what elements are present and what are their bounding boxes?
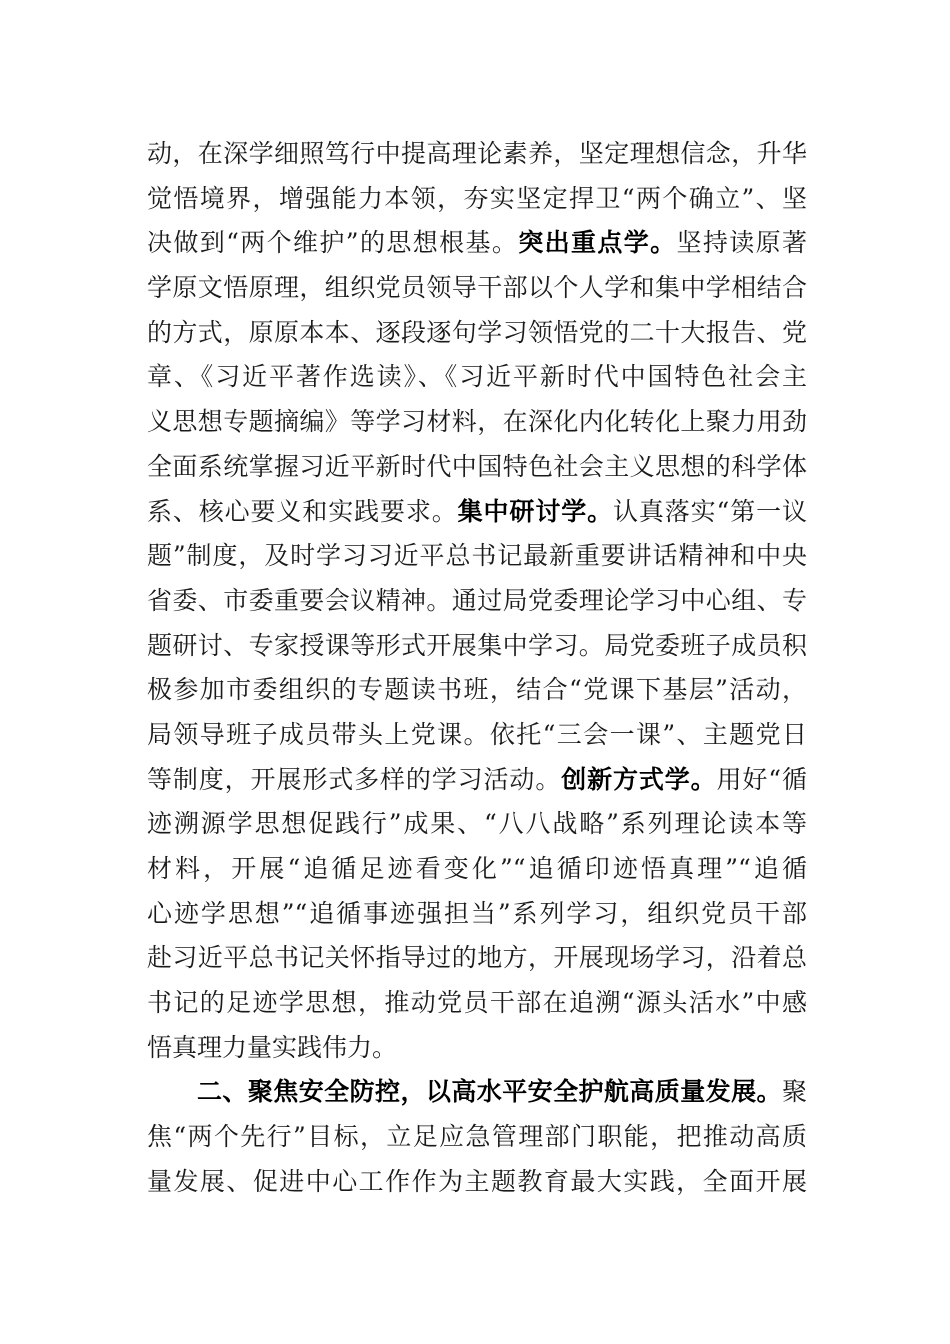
body-text [147, 132, 807, 1205]
text-run: 题研讨、专家授课等形式开展集中学习。局党委班子成员积 [147, 630, 807, 660]
bold-heading: 二、聚焦安全防控，以高水平安全护航高质量发展。 [197, 1077, 782, 1107]
text-run: 省委、市委重要会议精神。通过局党委理论学习中心组、专 [147, 585, 807, 615]
text-run: 题”制度，及时学习习近平总书记最新重要讲话精神和中央 [147, 541, 807, 571]
text-line [147, 1070, 807, 1115]
text-line [147, 1115, 807, 1160]
text-line [147, 132, 807, 177]
text-line [147, 490, 807, 535]
text-line [147, 1160, 807, 1205]
text-line [147, 221, 807, 266]
paragraph [147, 1070, 807, 1204]
text-line [147, 355, 807, 400]
text-run: 心迹学思想”“追循事迹强担当”系列学习，组织党员干部 [147, 898, 807, 928]
bold-heading: 创新方式学。 [561, 764, 717, 794]
text-run: 章、《习近平著作选读》、《习近平新时代中国特色社会主 [147, 362, 807, 392]
text-line [147, 177, 807, 222]
text-run: 书记的足迹学思想，推动党员干部在追溯“源头活水”中感 [147, 988, 807, 1018]
text-run: 坚持读原著 [676, 228, 807, 258]
text-line [147, 400, 807, 445]
text-line [147, 668, 807, 713]
text-line [147, 758, 807, 803]
text-line [147, 266, 807, 311]
text-run: 极参加市委组织的专题读书班，结合“党课下基层”活动， [147, 675, 807, 705]
text-run: 局领导班子成员带头上党课。依托“三会一课”、主题党日 [147, 719, 807, 749]
text-line [147, 892, 807, 937]
text-run: 系、核心要义和实践要求。 [147, 496, 458, 526]
text-line [147, 1026, 807, 1071]
paragraph [147, 132, 807, 1070]
text-line [147, 981, 807, 1026]
text-run: 认真落实“第一议 [612, 496, 807, 526]
text-line [147, 847, 807, 892]
text-run: 悟真理力量实践伟力。 [147, 1032, 398, 1062]
text-run: 全面系统掌握习近平新时代中国特色社会主义思想的科学体 [147, 451, 807, 481]
text-line [147, 579, 807, 624]
text-run: 用好“循 [716, 764, 807, 794]
text-run: 赴习近平总书记关怀指导过的地方，开展现场学习，沿着总 [147, 943, 807, 973]
text-line [147, 624, 807, 669]
text-run: 焦“两个先行”目标，立足应急管理部门职能，把推动高质 [147, 1122, 807, 1152]
text-run: 的方式，原原本本、逐段逐句学习领悟党的二十大报告、党 [147, 317, 807, 347]
text-line [147, 445, 807, 490]
text-line [147, 802, 807, 847]
text-run: 量发展、促进中心工作作为主题教育最大实践，全面开展 [147, 1166, 807, 1196]
bold-heading: 集中研讨学。 [457, 496, 613, 526]
text-run: 等制度，开展形式多样的学习活动。 [147, 764, 562, 794]
bold-heading: 突出重点学。 [518, 228, 677, 258]
text-run: 学原文悟原理，组织党员领导干部以个人学和集中学相结合 [147, 273, 807, 303]
text-run: 动，在深学细照笃行中提高理论素养，坚定理想信念，升华 [147, 139, 807, 168]
text-line [147, 936, 807, 981]
text-run: 决做到“两个维护”的思想根基。 [147, 228, 519, 258]
text-run: 义思想专题摘编》等学习材料，在深化内化转化上聚力用劲 [147, 407, 807, 437]
text-run: 聚 [781, 1077, 807, 1107]
text-line [147, 713, 807, 758]
text-run: 迹溯源学思想促践行”成果、“八八战略”系列理论读本等 [147, 809, 807, 839]
text-run: 材料，开展“追循足迹看变化”“追循印迹悟真理”“追循 [147, 854, 807, 883]
text-line [147, 311, 807, 356]
text-line [147, 534, 807, 579]
text-run: 觉悟境界，增强能力本领，夯实坚定捍卫“两个确立”、坚 [147, 183, 807, 213]
